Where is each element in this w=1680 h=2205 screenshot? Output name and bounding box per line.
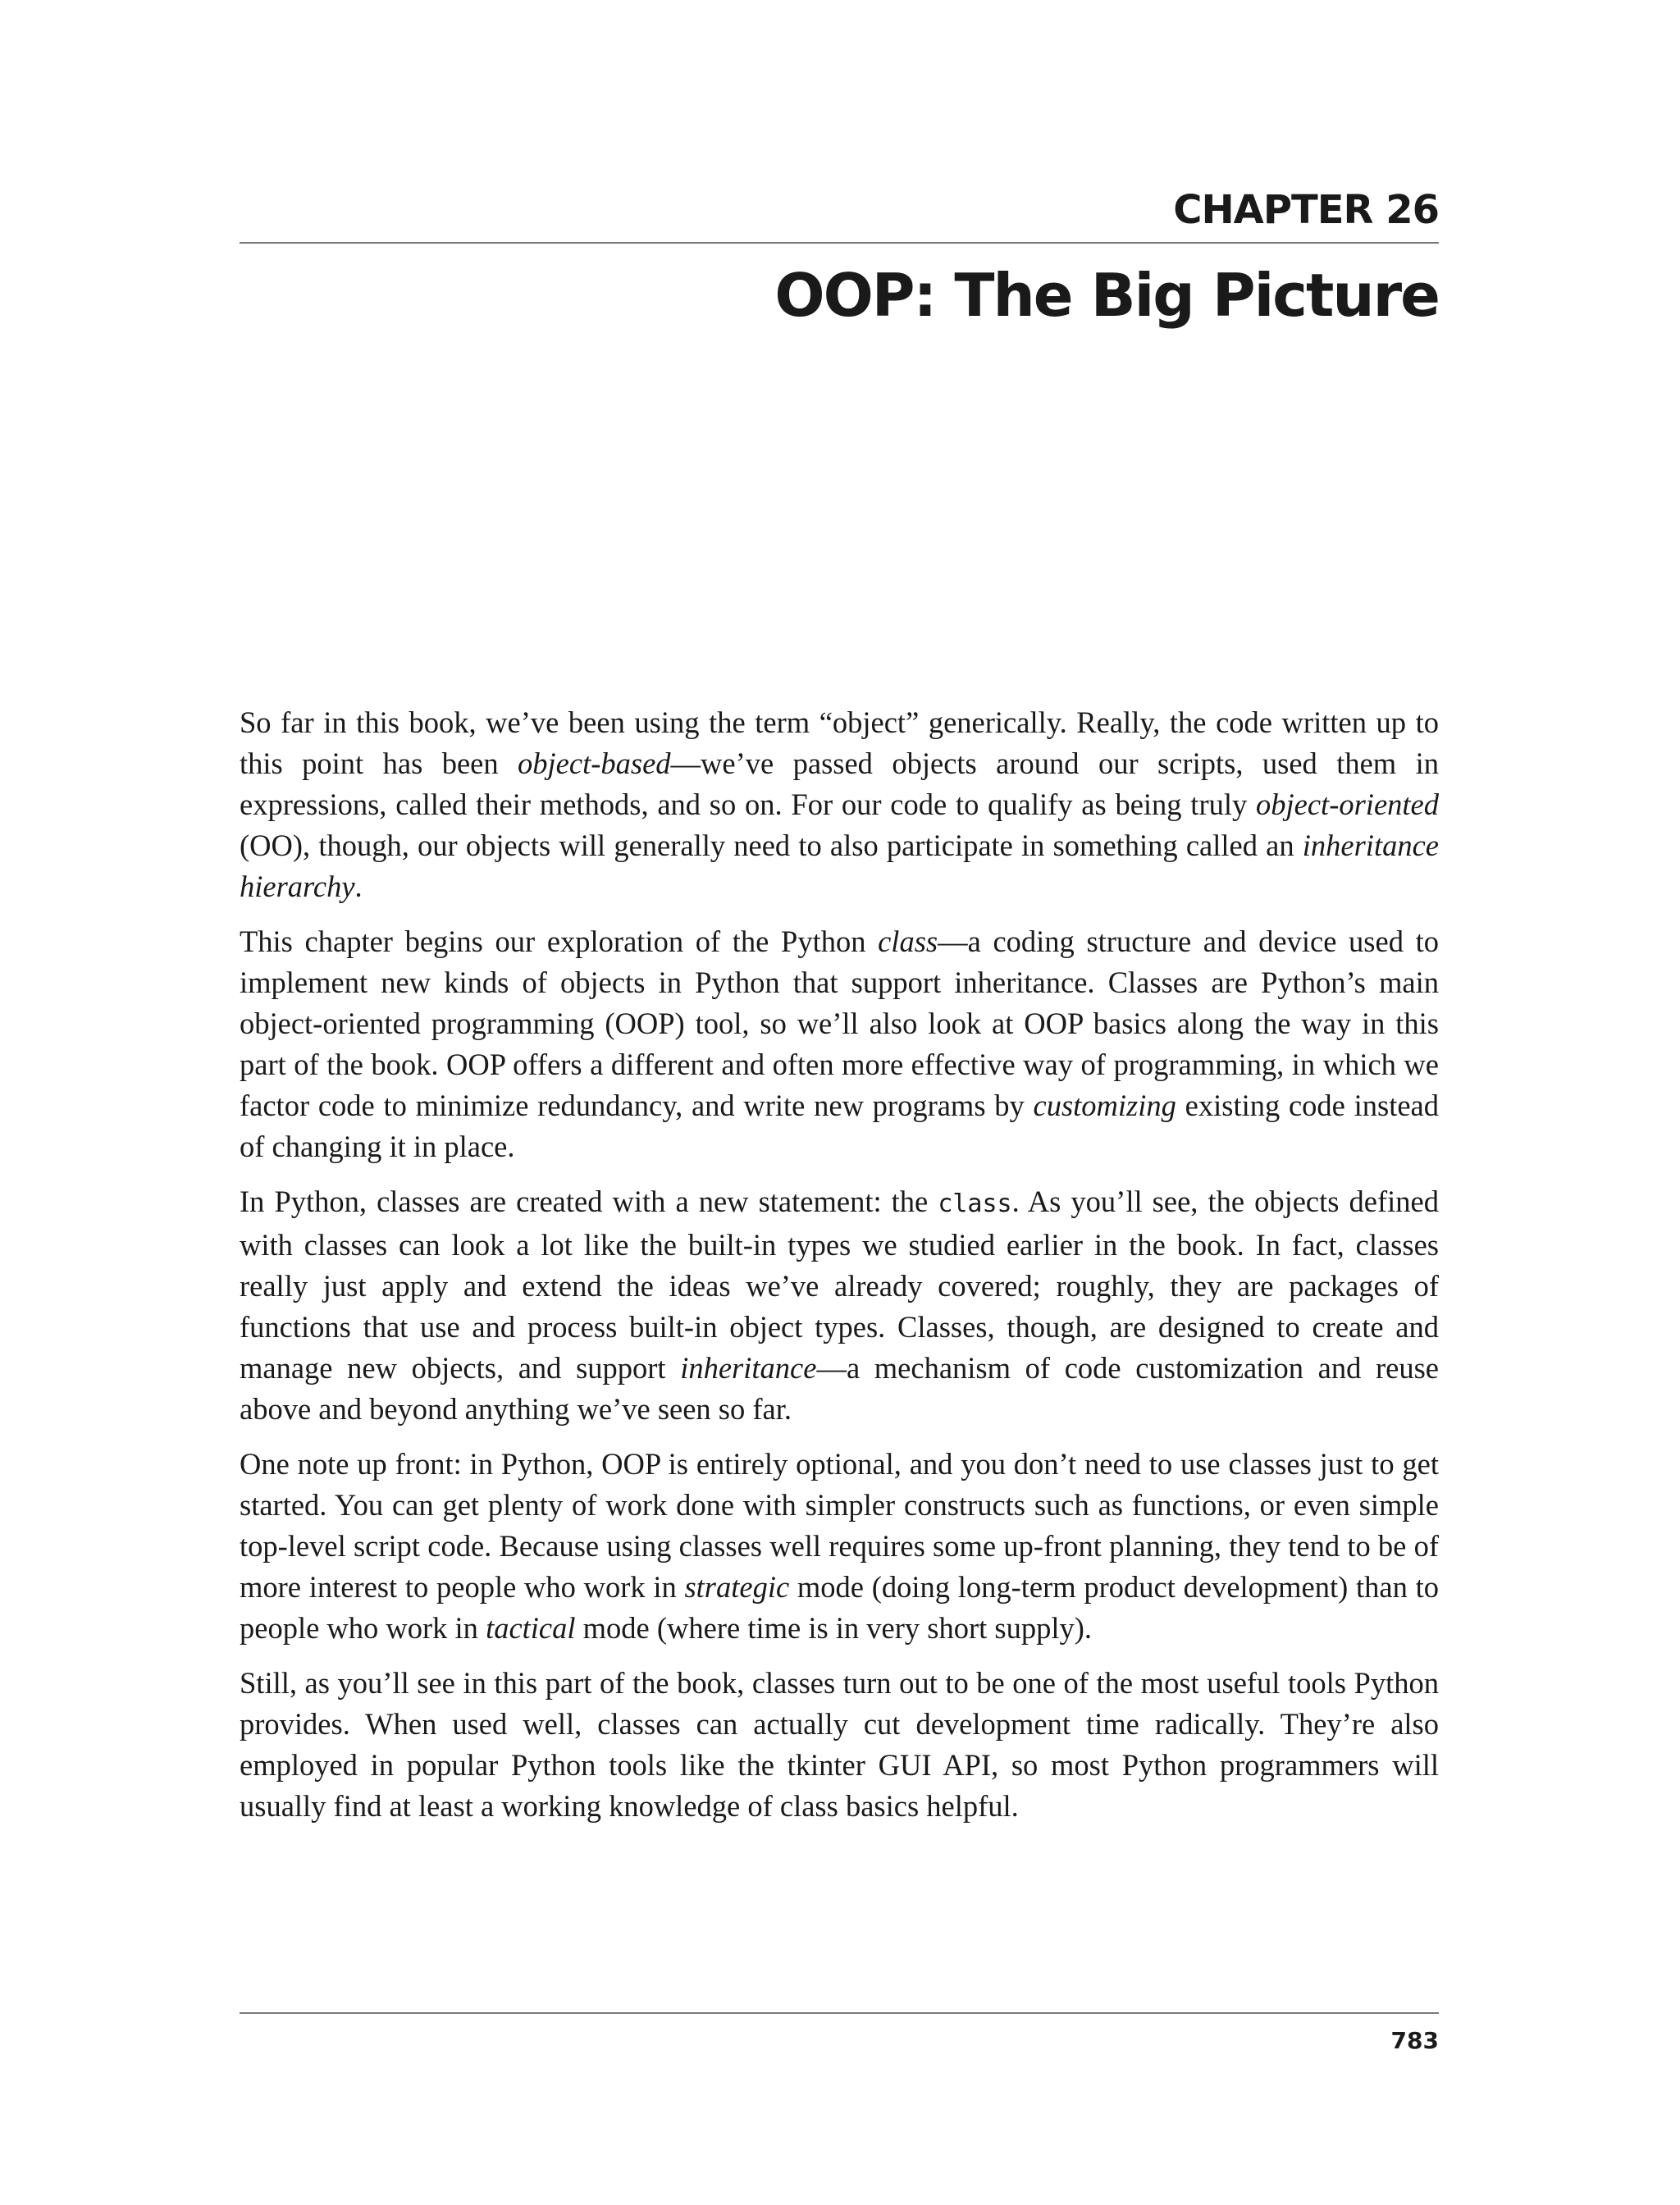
text-run: —a coding structure and device used to implement new kinds of objects in Python that support inheritance. Classes are Python’s main object-oriented programming (OOP) tool, so we’ll also look at OOP basics along the way in this part of the book. OOP offers a different and often more effective way of programming, in which we factor code to minimize redundancy, and write new programs by [240, 924, 1439, 1122]
text-run: . [354, 870, 363, 903]
text-run: —we’ve passed objects around our scripts, used them in expressions, called their methods, and so on. For our code to qualify as being truly [240, 746, 1439, 821]
footer-divider [240, 2012, 1439, 2014]
chapter-divider [240, 242, 1439, 244]
text-run: existing code instead of changing it in place. [240, 1089, 1440, 1163]
text-run: —a mechanism of code customization and reuse above and beyond anything we’ve seen so far. [240, 1351, 1439, 1426]
emphasis-text: object-based [518, 746, 671, 780]
paragraph [240, 1181, 1439, 1430]
book-page [240, 0, 1439, 2205]
paragraph [240, 921, 1439, 1167]
emphasis-text: inheritance hierarchy [240, 829, 1439, 903]
page-number: 783 [1390, 2027, 1439, 2054]
emphasis-text: strategic [684, 1570, 790, 1604]
text-run: (OO), though, our objects will generally need to also participate in something called an [240, 829, 1303, 862]
emphasis-text: customizing [1033, 1089, 1176, 1122]
chapter-title: OOP: The Big Picture [774, 261, 1439, 330]
emphasis-text: object-oriented [1256, 788, 1439, 821]
text-run: This chapter begins our exploration of the Python [240, 924, 879, 958]
chapter-label: CHAPTER 26 [1173, 187, 1439, 233]
text-run: mode (where time is in very short supply). [575, 1611, 1093, 1645]
emphasis-text: inheritance [680, 1351, 817, 1385]
emphasis-text: tactical [486, 1611, 576, 1645]
text-run: Still, as you’ll see in this part of the book, classes turn out to be one of the most useful tools Python provides. When used well, classes can actually cut development time radically. They’re also employed in popular Python tools like the tkinter GUI API, so most Python programmers will usually find at least a working knowledge of class basics helpful. [240, 1666, 1439, 1823]
chapter-body [240, 702, 1439, 1841]
text-run: One note up front: in Python, OOP is entirely optional, and you don’t need to use classes just to get started. You can get plenty of work done with simpler constructs such as functions, or even simple top-level script code. Because using classes well requires some up-front planning, they tend to be of more interest to people who work in [240, 1447, 1439, 1604]
paragraph [240, 1444, 1439, 1649]
text-run: . As you’ll see, the objects defined with classes can look a lot like the built-in types we studied earlier in the book. In fact, classes really just apply and extend the ideas we’ve already covered; roughly, they are packages of functions that use and process built-in object types. Classes, though, are designed to create and manage new objects, and support [240, 1185, 1439, 1385]
paragraph [240, 702, 1439, 907]
paragraph [240, 1663, 1439, 1827]
text-run: So far in this book, we’ve been using the term “object” generically. Really, the code written up to this point has been [240, 705, 1439, 780]
inline-code: class [938, 1189, 1012, 1218]
text-run: mode (doing long-term product development) than to people who work in [240, 1570, 1439, 1645]
emphasis-text: class [878, 924, 938, 958]
text-run: In Python, classes are created with a new statement: the [240, 1185, 938, 1218]
